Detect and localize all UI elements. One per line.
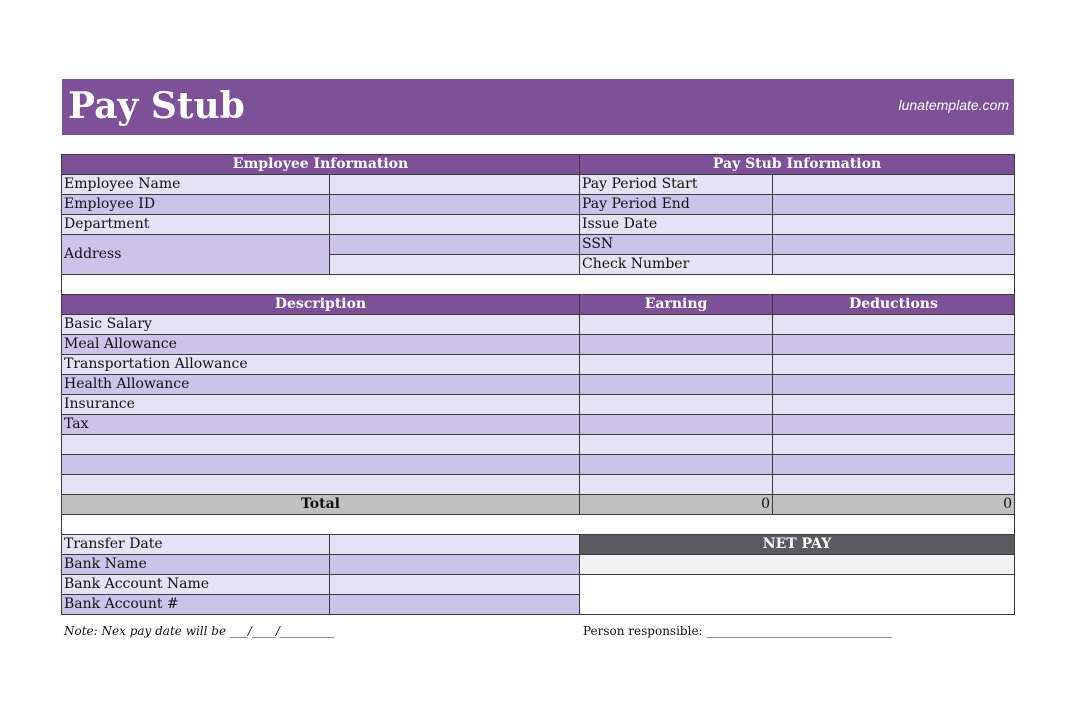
net-pay-value[interactable] xyxy=(580,555,1015,575)
item-insurance: Insurance xyxy=(62,395,580,415)
bank-name-label: Bank Name xyxy=(62,555,330,575)
deduction-cell[interactable] xyxy=(773,435,1015,455)
earning-cell[interactable] xyxy=(580,395,773,415)
spacer-row xyxy=(62,515,1015,535)
transfer-date-label: Transfer Date xyxy=(62,535,330,555)
deduction-cell[interactable] xyxy=(773,335,1015,355)
earning-cell[interactable] xyxy=(580,415,773,435)
address-field-line2[interactable] xyxy=(330,255,580,275)
deduction-cell[interactable] xyxy=(773,375,1015,395)
description-header: Description xyxy=(62,295,580,315)
deductions-header: Deductions xyxy=(773,295,1015,315)
ssn-field[interactable] xyxy=(773,235,1015,255)
earning-cell[interactable] xyxy=(580,335,773,355)
employee-id-field[interactable] xyxy=(330,195,580,215)
earning-cell[interactable] xyxy=(580,475,773,495)
deduction-cell[interactable] xyxy=(773,315,1015,335)
total-deductions: 0 xyxy=(773,495,1015,515)
earning-cell[interactable] xyxy=(580,315,773,335)
next-pay-date-note: Note: Nex pay date will be ___/____/_________ xyxy=(64,624,334,638)
spacer-row xyxy=(62,275,1015,295)
department-label: Department xyxy=(62,215,330,235)
bank-account-number-label: Bank Account # xyxy=(62,595,330,615)
pay-stub-table xyxy=(61,154,1015,615)
bank-account-name-label: Bank Account Name xyxy=(62,575,330,595)
deduction-cell[interactable] xyxy=(773,355,1015,375)
item-health-allowance: Health Allowance xyxy=(62,375,580,395)
deduction-cell[interactable] xyxy=(773,415,1015,435)
item-transportation-allowance: Transportation Allowance xyxy=(62,355,580,375)
employee-id-label: Employee ID xyxy=(62,195,330,215)
bank-name-field[interactable] xyxy=(330,555,580,575)
pay-period-end-label: Pay Period End xyxy=(580,195,773,215)
item-basic-salary: Basic Salary xyxy=(62,315,580,335)
transfer-date-field[interactable] xyxy=(330,535,580,555)
page-title: Pay Stub xyxy=(68,85,245,127)
deduction-cell[interactable] xyxy=(773,475,1015,495)
net-pay-header: NET PAY xyxy=(580,535,1015,555)
net-pay-area xyxy=(580,575,1015,615)
department-field[interactable] xyxy=(330,215,580,235)
earning-cell[interactable] xyxy=(580,435,773,455)
address-label: Address xyxy=(62,235,330,275)
issue-date-label: Issue Date xyxy=(580,215,773,235)
employee-name-field[interactable] xyxy=(330,175,580,195)
pay-period-start-label: Pay Period Start xyxy=(580,175,773,195)
employee-name-label: Employee Name xyxy=(62,175,330,195)
pay-period-end-field[interactable] xyxy=(773,195,1015,215)
item-blank[interactable] xyxy=(62,475,580,495)
pay-period-start-field[interactable] xyxy=(773,175,1015,195)
earning-cell[interactable] xyxy=(580,355,773,375)
total-earning: 0 xyxy=(580,495,773,515)
earning-cell[interactable] xyxy=(580,455,773,475)
item-blank[interactable] xyxy=(62,455,580,475)
item-meal-allowance: Meal Allowance xyxy=(62,335,580,355)
address-field-line1[interactable] xyxy=(330,235,580,255)
site-watermark: lunatemplate.com xyxy=(898,97,1009,113)
pay-stub-sheet xyxy=(61,154,1014,615)
item-tax: Tax xyxy=(62,415,580,435)
earning-cell[interactable] xyxy=(580,375,773,395)
paystub-info-header: Pay Stub Information xyxy=(580,155,1015,175)
item-blank[interactable] xyxy=(62,435,580,455)
check-number-field[interactable] xyxy=(773,255,1015,275)
deduction-cell[interactable] xyxy=(773,395,1015,415)
issue-date-field[interactable] xyxy=(773,215,1015,235)
title-banner xyxy=(62,79,1014,135)
earning-header: Earning xyxy=(580,295,773,315)
bank-account-number-field[interactable] xyxy=(330,595,580,615)
person-responsible-line: Person responsible: _______________________________ xyxy=(583,624,893,638)
check-number-label: Check Number xyxy=(580,255,773,275)
deduction-cell[interactable] xyxy=(773,455,1015,475)
bank-account-name-field[interactable] xyxy=(330,575,580,595)
employee-info-header: Employee Information xyxy=(62,155,580,175)
total-label: Total xyxy=(62,495,580,515)
ssn-label: SSN xyxy=(580,235,773,255)
